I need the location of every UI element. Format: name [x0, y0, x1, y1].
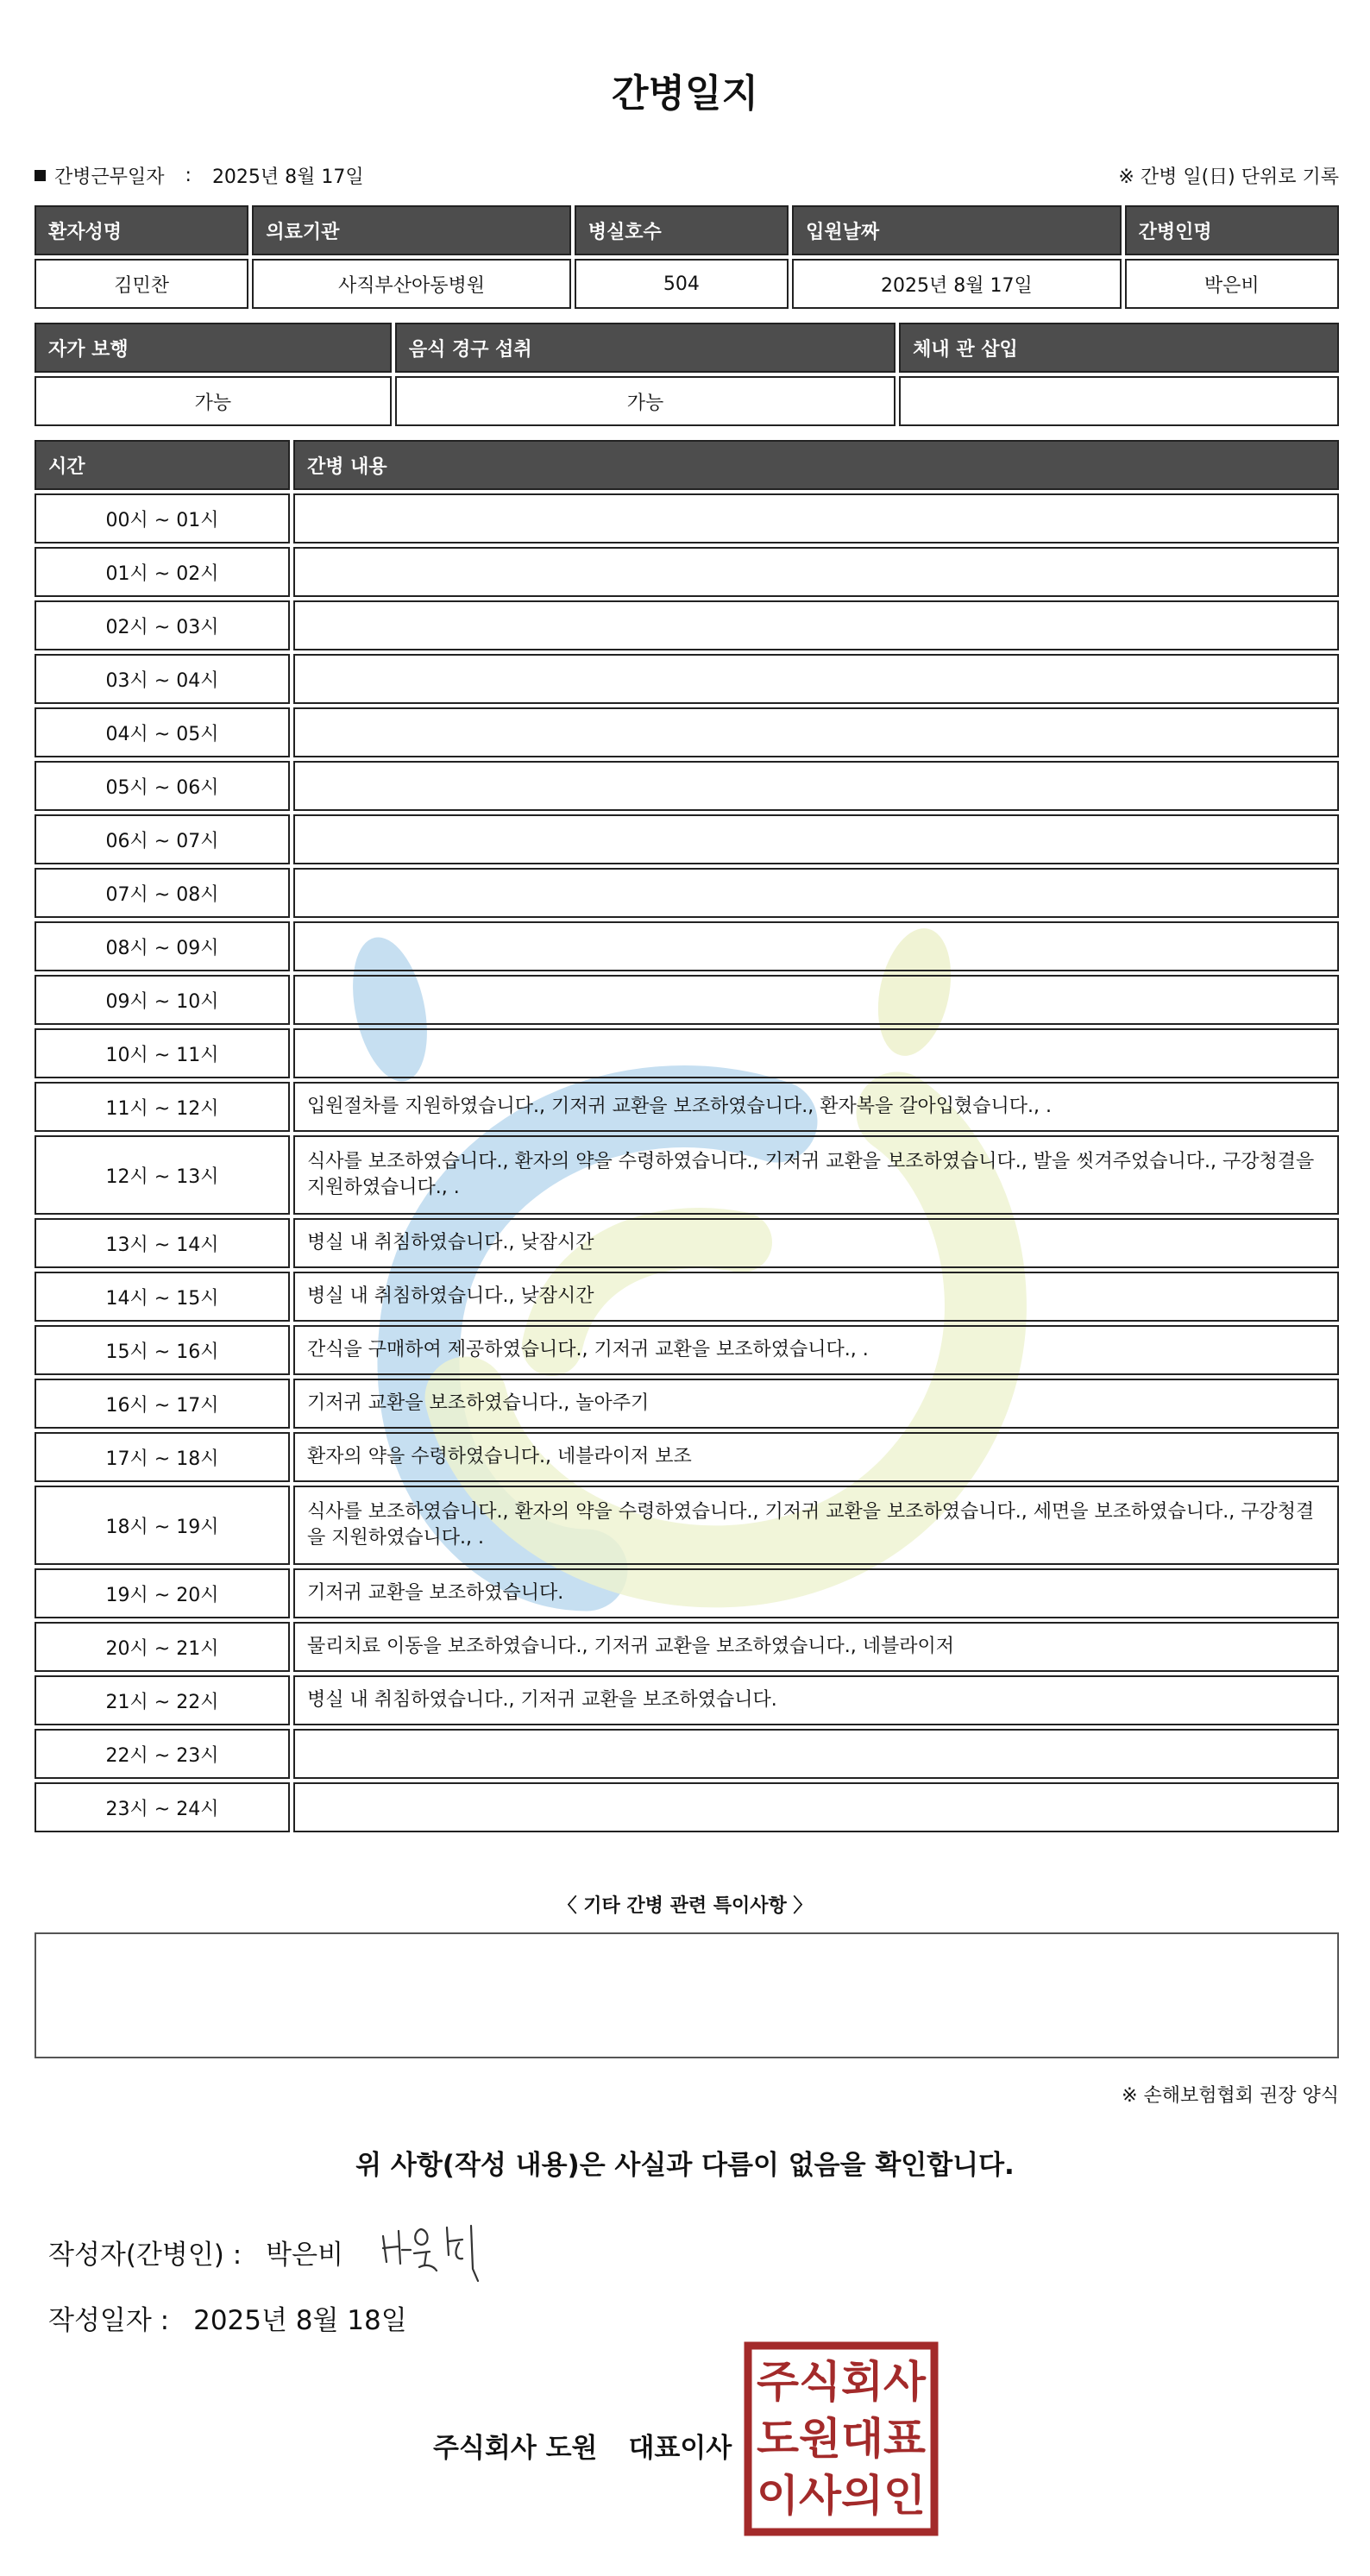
care-row	[35, 1325, 1339, 1375]
separator: :	[185, 165, 192, 186]
seal-text-line: 이사의인	[757, 2471, 926, 2521]
writer-row	[48, 2233, 343, 2271]
page-title: 간병일지	[611, 72, 758, 116]
care-row	[35, 1782, 1339, 1832]
care-content	[293, 1028, 1339, 1078]
care-time: 08시 ~ 09시	[35, 921, 290, 971]
patient-info-table	[31, 202, 1342, 312]
care-time: 06시 ~ 07시	[35, 814, 290, 864]
care-time: 11시 ~ 12시	[35, 1082, 290, 1132]
header-room: 병실호수	[575, 205, 789, 255]
patient-name: 김민찬	[35, 259, 248, 309]
header-admission-date: 입원날짜	[792, 205, 1121, 255]
care-row	[35, 1082, 1339, 1132]
care-content: 식사를 보조하였습니다., 환자의 약을 수령하였습니다., 기저귀 교환을 보조하였습니다., 발을 씻겨주었습니다., 구강청결을 지원하였습니다., .	[293, 1135, 1339, 1215]
care-time: 09시 ~ 10시	[35, 975, 290, 1025]
write-date-label: 작성일자 :	[48, 2305, 170, 2336]
care-row	[35, 921, 1339, 971]
company-row	[433, 2426, 732, 2465]
care-time: 12시 ~ 13시	[35, 1135, 290, 1215]
care-row	[35, 1272, 1339, 1322]
header-time: 시간	[35, 440, 290, 490]
header-care-content: 간병 내용	[293, 440, 1339, 490]
care-content	[293, 761, 1339, 811]
writer-label: 작성자(간병인) :	[48, 2240, 242, 2271]
care-time: 03시 ~ 04시	[35, 654, 290, 704]
care-row	[35, 1675, 1339, 1725]
care-row	[35, 1028, 1339, 1078]
care-content: 기저귀 교환을 보조하였습니다.	[293, 1568, 1339, 1618]
admission-date: 2025년 8월 17일	[792, 259, 1121, 309]
header-tube-insertion: 체내 관 삽입	[899, 323, 1339, 373]
care-row	[35, 1432, 1339, 1482]
care-row	[35, 1379, 1339, 1429]
oral-intake-value: 가능	[395, 376, 896, 426]
care-row	[35, 547, 1339, 597]
care-content: 간식을 구매하여 제공하였습니다., 기저귀 교환을 보조하였습니다., .	[293, 1325, 1339, 1375]
header-hospital: 의료기관	[252, 205, 570, 255]
care-content	[293, 814, 1339, 864]
care-row	[35, 654, 1339, 704]
ceo-title: 대표이사	[628, 2433, 732, 2464]
header-oral-intake: 음식 경구 섭취	[395, 323, 896, 373]
care-content: 식사를 보조하였습니다., 환자의 약을 수령하였습니다., 기저귀 교환을 보조하였습니다., 세면을 보조하였습니다., 구강청결을 지원하였습니다., .	[293, 1486, 1339, 1565]
care-content	[293, 975, 1339, 1025]
write-date-row	[48, 2298, 407, 2337]
care-time: 15시 ~ 16시	[35, 1325, 290, 1375]
tube-insertion-value	[899, 376, 1339, 426]
care-content: 기저귀 교환을 보조하였습니다., 놀아주기	[293, 1379, 1339, 1429]
care-time: 13시 ~ 14시	[35, 1218, 290, 1268]
care-time: 14시 ~ 15시	[35, 1272, 290, 1322]
care-time: 22시 ~ 23시	[35, 1729, 290, 1779]
caregiver-name: 박은비	[1125, 259, 1339, 309]
care-time: 10시 ~ 11시	[35, 1028, 290, 1078]
work-date-value: 2025년 8월 17일	[211, 166, 364, 188]
care-row	[35, 600, 1339, 650]
care-time: 17시 ~ 18시	[35, 1432, 290, 1482]
write-date-value: 2025년 8월 18일	[193, 2305, 407, 2336]
care-content	[293, 654, 1339, 704]
care-content	[293, 868, 1339, 918]
care-time: 07시 ~ 08시	[35, 868, 290, 918]
seal-text-line: 주식회사	[757, 2357, 927, 2407]
care-row	[35, 1486, 1339, 1565]
care-content	[293, 493, 1339, 543]
care-row	[35, 493, 1339, 543]
care-row	[35, 1729, 1339, 1779]
patient-status-table	[31, 319, 1342, 430]
room-number: 504	[575, 259, 789, 309]
header-caregiver-name: 간병인명	[1125, 205, 1339, 255]
care-time: 20시 ~ 21시	[35, 1622, 290, 1672]
care-time: 05시 ~ 06시	[35, 761, 290, 811]
care-content	[293, 547, 1339, 597]
care-time: 01시 ~ 02시	[35, 547, 290, 597]
company-name: 주식회사 도원	[433, 2433, 598, 2464]
care-time: 18시 ~ 19시	[35, 1486, 290, 1565]
care-row	[35, 1135, 1339, 1215]
notes-box	[35, 1932, 1339, 2058]
recommend-note: ※ 손해보험협회 권장 양식	[1122, 2085, 1339, 2107]
care-content: 환자의 약을 수령하였습니다., 네블라이저 보조	[293, 1432, 1339, 1482]
care-row	[35, 761, 1339, 811]
care-time: 00시 ~ 01시	[35, 493, 290, 543]
self-walking-value: 가능	[35, 376, 392, 426]
care-row	[35, 1568, 1339, 1618]
notes-title: 〈 기타 간병 관련 특이사항 〉	[557, 1895, 813, 1917]
company-seal	[744, 2341, 939, 2536]
header-self-walking: 자가 보행	[35, 323, 392, 373]
unit-note: ※ 간병 일(日) 단위로 기록	[1118, 166, 1339, 188]
confirmation-statement: 위 사항(작성 내용)은 사실과 다름이 없음을 확인합니다.	[355, 2150, 1015, 2181]
square-bullet-icon	[35, 170, 46, 181]
care-content	[293, 707, 1339, 757]
care-content: 물리치료 이동을 보조하였습니다., 기저귀 교환을 보조하였습니다., 네블라이저	[293, 1622, 1339, 1672]
care-row	[35, 868, 1339, 918]
care-content	[293, 1782, 1339, 1832]
care-row	[35, 1622, 1339, 1672]
care-content	[293, 1729, 1339, 1779]
care-content: 병실 내 취침하였습니다., 낮잠시간	[293, 1272, 1339, 1322]
writer-name: 박은비	[266, 2240, 344, 2271]
work-date-row	[35, 162, 364, 189]
signature	[376, 2217, 497, 2283]
care-row	[35, 975, 1339, 1025]
care-content: 병실 내 취침하였습니다., 기저귀 교환을 보조하였습니다.	[293, 1675, 1339, 1725]
care-row	[35, 1218, 1339, 1268]
care-time: 02시 ~ 03시	[35, 600, 290, 650]
care-row	[35, 707, 1339, 757]
seal-text-line: 도원대표	[757, 2414, 927, 2464]
header-patient-name: 환자성명	[35, 205, 248, 255]
hospital-name: 사직부산아동병원	[252, 259, 570, 309]
care-time: 04시 ~ 05시	[35, 707, 290, 757]
care-time: 19시 ~ 20시	[35, 1568, 290, 1618]
care-content	[293, 921, 1339, 971]
care-content	[293, 600, 1339, 650]
care-time: 23시 ~ 24시	[35, 1782, 290, 1832]
work-date-label: 간병근무일자	[54, 166, 165, 188]
care-time: 16시 ~ 17시	[35, 1379, 290, 1429]
care-log-table	[31, 437, 1342, 1836]
care-time: 21시 ~ 22시	[35, 1675, 290, 1725]
care-content: 병실 내 취침하였습니다., 낮잠시간	[293, 1218, 1339, 1268]
care-content: 입원절차를 지원하였습니다., 기저귀 교환을 보조하였습니다., 환자복을 갈아입혔습니다., .	[293, 1082, 1339, 1132]
care-row	[35, 814, 1339, 864]
